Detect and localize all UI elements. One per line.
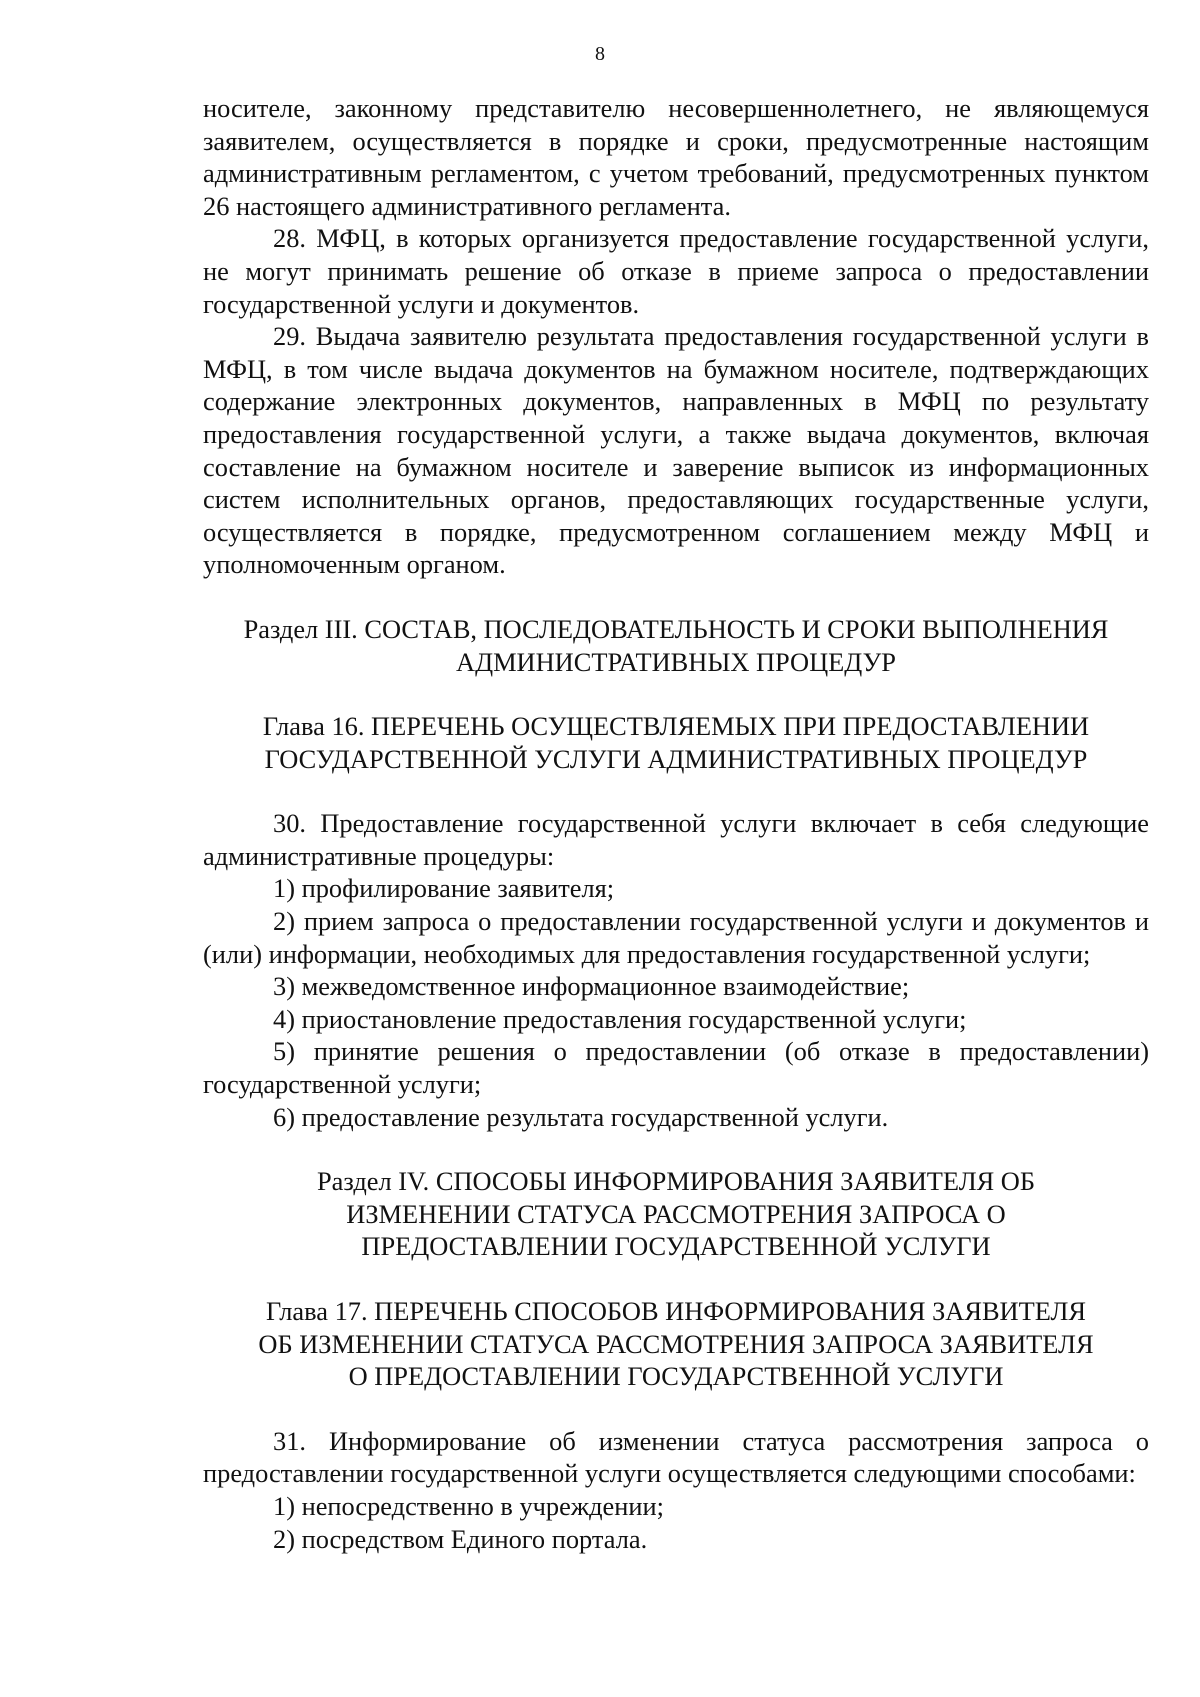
paragraph-30-item-2: 2) прием запроса о предоставлении государственной услуги и документов и (или) информации, необходимых для предоставления государственной услуги; <box>203 906 1149 969</box>
paragraph-30-item-5: 5) принятие решения о предоставлении (об отказе в предоставлении) государственной услуги; <box>203 1036 1149 1100</box>
section-3-heading-line-2: АДМИНИСТРАТИВНЫХ ПРОЦЕДУР <box>456 646 896 677</box>
document-body <box>203 92 1149 1555</box>
paragraph-31-intro: 31. Информирование об изменении статуса рассмотрения запроса о предоставлении государственной услуги осуществляется следующими способами: <box>203 1425 1149 1489</box>
paragraph-28: 28. МФЦ, в которых организуется предоставление государственной услуги, не могут принимать решение об отказе в приеме запроса о предоставлении государственной услуги и документов. <box>203 223 1149 319</box>
page-number: 8 <box>595 43 605 65</box>
paragraph-31-item-1: 1) непосредственно в учреждении; <box>273 1490 664 1521</box>
chapter-16-heading <box>203 710 1149 775</box>
chapter-17-heading <box>203 1295 1149 1393</box>
chapter-16-heading-line-2: ГОСУДАРСТВЕННОЙ УСЛУГИ АДМИНИСТРАТИВНЫХ ПРОЦЕДУР <box>264 743 1088 774</box>
section-3-heading-line-1: Раздел III. СОСТАВ, ПОСЛЕДОВАТЕЛЬНОСТЬ И СРОКИ ВЫПОЛНЕНИЯ <box>243 613 1109 644</box>
section-4-heading-line-1: Раздел IV. СПОСОБЫ ИНФОРМИРОВАНИЯ ЗАЯВИТЕЛЯ ОБ <box>316 1166 1036 1197</box>
paragraph-27-continuation: носителе, законному представителю несовершеннолетнего, не являющемуся заявителем, осуществляется в порядке и сроки, предусмотренные настоящим административным регламентом, с учетом требований, предусмотренных пунктом 26 настоящего административного регламента. <box>203 93 1149 221</box>
paragraph-30-item-6: 6) предоставление результата государственной услуги. <box>273 1101 889 1132</box>
paragraph-30-intro: 30. Предоставление государственной услуги включает в себя следующие административные процедуры: <box>203 808 1149 871</box>
chapter-16-heading-line-1: Глава 16. ПЕРЕЧЕНЬ ОСУЩЕСТВЛЯЕМЫХ ПРИ ПРЕДОСТАВЛЕНИИ <box>262 711 1090 742</box>
chapter-17-heading-line-3: О ПРЕДОСТАВЛЕНИИ ГОСУДАРСТВЕННОЙ УСЛУГИ <box>348 1361 1004 1392</box>
paragraph-29: 29. Выдача заявителю результата предоставления государственной услуги в МФЦ, в том числе выдача документов на бумажном носителе, подтверждающих содержание электронных документов, направленных в МФЦ по результату предоставления государственной услуги, а также выдача документов, включая составление на бумажном носителе и заверение выписок из информационных систем исполнительных органов, предоставляющих государственные услуги, осуществляется в порядке, предусмотренном соглашением между МФЦ и уполномоченным органом. <box>203 321 1149 580</box>
paragraph-31-item-2: 2) посредством Единого портала. <box>273 1523 648 1554</box>
chapter-17-heading-line-1: Глава 17. ПЕРЕЧЕНЬ СПОСОБОВ ИНФОРМИРОВАНИЯ ЗАЯВИТЕЛЯ <box>265 1296 1086 1326</box>
chapter-17-heading-line-2: ОБ ИЗМЕНЕНИИ СТАТУСА РАССМОТРЕНИЯ ЗАПРОСА ЗАЯВИТЕЛЯ <box>258 1328 1094 1359</box>
section-4-heading <box>203 1165 1149 1263</box>
section-3-heading <box>203 613 1149 678</box>
section-4-heading-line-2: ИЗМЕНЕНИИ СТАТУСА РАССМОТРЕНИЯ ЗАПРОСА О <box>346 1198 1006 1229</box>
section-4-heading-line-3: ПРЕДОСТАВЛЕНИИ ГОСУДАРСТВЕННОЙ УСЛУГИ <box>361 1231 991 1262</box>
paragraph-30-item-3: 3) межведомственное информационное взаимодействие; <box>273 971 910 1002</box>
paragraph-30-item-1: 1) профилирование заявителя; <box>273 873 615 904</box>
paragraph-30-item-4: 4) приостановление предоставления государственной услуги; <box>273 1003 967 1034</box>
